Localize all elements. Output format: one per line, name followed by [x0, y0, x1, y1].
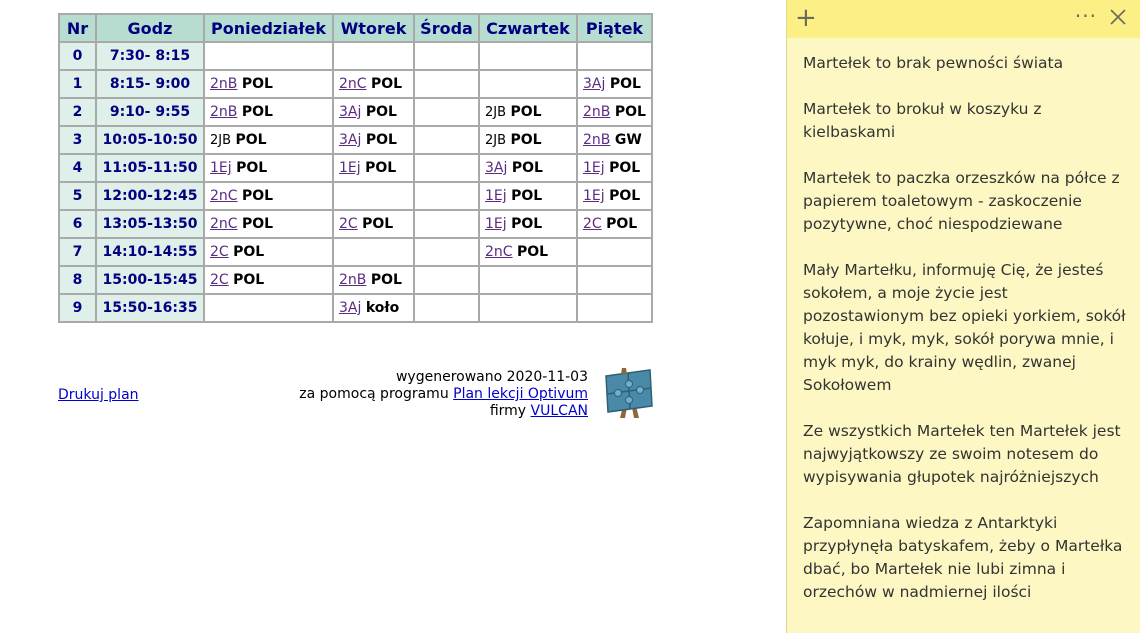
lesson-time: 10:05-10:50 — [96, 126, 204, 154]
lesson-cell-wednesday — [414, 154, 479, 182]
timetable — [58, 13, 653, 323]
lesson-cell-friday — [577, 126, 652, 154]
table-row — [59, 266, 652, 294]
lesson-cell-wednesday — [414, 126, 479, 154]
close-icon[interactable] — [1109, 8, 1127, 26]
subject-label: POL — [241, 104, 273, 120]
table-row — [59, 42, 652, 70]
lesson-cell-friday — [577, 182, 652, 210]
table-row — [59, 294, 652, 322]
class-link[interactable]: 1Ej — [210, 160, 232, 176]
lesson-cell-friday — [577, 294, 652, 322]
subject-label: POL — [370, 272, 402, 288]
class-link[interactable]: 1Ej — [485, 216, 507, 232]
subject-label: POL — [362, 216, 394, 232]
company-link[interactable]: VULCAN — [530, 403, 588, 419]
new-note-plus-icon[interactable]: + — [795, 3, 817, 33]
lesson-cell-friday — [577, 154, 652, 182]
lesson-cell-thursday — [479, 42, 577, 70]
lesson-number: 4 — [59, 154, 96, 182]
class-link[interactable]: 2C — [210, 272, 229, 288]
class-link[interactable]: 2nB — [583, 104, 611, 120]
header-godz: Godz — [96, 14, 204, 42]
lesson-cell-tuesday — [333, 294, 414, 322]
lesson-cell-thursday — [479, 210, 577, 238]
class-link[interactable]: 1Ej — [339, 160, 361, 176]
header-thursday: Czwartek — [479, 14, 577, 42]
lesson-cell-wednesday — [414, 98, 479, 126]
table-row — [59, 70, 652, 98]
subject-label: POL — [365, 132, 397, 148]
print-plan-link[interactable]: Drukuj plan — [58, 387, 139, 403]
lesson-cell-thursday — [479, 126, 577, 154]
program-line — [299, 386, 588, 403]
lesson-cell-thursday — [479, 154, 577, 182]
table-row — [59, 182, 652, 210]
lesson-cell-monday — [204, 126, 333, 154]
lesson-cell-friday — [577, 42, 652, 70]
subject-label: POL — [606, 216, 638, 232]
class-link[interactable]: 2nC — [210, 188, 238, 204]
sticky-note-header[interactable] — [787, 0, 1140, 38]
lesson-cell-wednesday — [414, 294, 479, 322]
class-link[interactable]: 3Aj — [339, 132, 362, 148]
lesson-cell-monday — [204, 294, 333, 322]
lesson-number: 7 — [59, 238, 96, 266]
class-link[interactable]: 3Aj — [485, 160, 508, 176]
lesson-cell-friday — [577, 98, 652, 126]
timetable-body — [59, 42, 652, 322]
more-options-icon[interactable]: ··· — [1074, 4, 1097, 28]
class-link[interactable]: 2nC — [485, 244, 513, 260]
sticky-note[interactable] — [786, 0, 1140, 633]
lesson-time: 13:05-13:50 — [96, 210, 204, 238]
lesson-cell-wednesday — [414, 182, 479, 210]
note-paragraph: Zapomniana wiedza z Antarktyki przypłynęła batyskafem, żeby o Martełka dbać, bo Martełek nie lubi zimna i orzechów w nadmiernej ilości — [803, 514, 1123, 601]
subject-label: POL — [511, 160, 543, 176]
lesson-cell-thursday — [479, 238, 577, 266]
lesson-cell-tuesday — [333, 182, 414, 210]
lesson-cell-wednesday — [414, 42, 479, 70]
lesson-cell-thursday — [479, 70, 577, 98]
lesson-number: 0 — [59, 42, 96, 70]
class-link[interactable]: 2C — [583, 216, 602, 232]
lesson-cell-monday — [204, 182, 333, 210]
lesson-cell-tuesday — [333, 154, 414, 182]
note-paragraph: Mały Martełku, informuję Cię, że jesteś sokołem, a moje życie jest pozostawionym bez opieki yorkiem, sokół kołuje, i myk, myk, sokół porywa mnie, i myk myk, do krainy wędlin, zwanej Sokołowem — [803, 261, 1126, 394]
lesson-cell-friday — [577, 210, 652, 238]
subject-label: POL — [609, 188, 641, 204]
lesson-time: 15:00-15:45 — [96, 266, 204, 294]
table-row — [59, 154, 652, 182]
subject-label: POL — [510, 104, 542, 120]
subject-label: POL — [241, 76, 273, 92]
subject-label: POL — [609, 76, 641, 92]
lesson-cell-tuesday — [333, 70, 414, 98]
lesson-time: 7:30- 8:15 — [96, 42, 204, 70]
subject-label: POL — [233, 244, 265, 260]
table-row — [59, 98, 652, 126]
lesson-number: 8 — [59, 266, 96, 294]
lesson-cell-monday — [204, 210, 333, 238]
lesson-cell-thursday — [479, 294, 577, 322]
lesson-cell-wednesday — [414, 238, 479, 266]
class-link[interactable]: 2C — [339, 216, 358, 232]
class-label: 2JB — [210, 133, 232, 148]
lesson-cell-monday — [204, 238, 333, 266]
lesson-cell-tuesday — [333, 126, 414, 154]
lesson-cell-tuesday — [333, 210, 414, 238]
lesson-cell-wednesday — [414, 266, 479, 294]
lesson-number: 6 — [59, 210, 96, 238]
optivum-puzzle-logo-icon — [600, 366, 654, 422]
lesson-cell-thursday — [479, 98, 577, 126]
lesson-number: 2 — [59, 98, 96, 126]
lesson-time: 12:00-12:45 — [96, 182, 204, 210]
subject-label: POL — [614, 104, 646, 120]
lesson-cell-monday — [204, 154, 333, 182]
generated-date: wygenerowano 2020-11-03 — [395, 369, 588, 385]
lesson-cell-tuesday — [333, 238, 414, 266]
class-link[interactable]: 1Ej — [485, 188, 507, 204]
table-row — [59, 126, 652, 154]
lesson-cell-friday — [577, 70, 652, 98]
lesson-cell-thursday — [479, 266, 577, 294]
lesson-cell-monday — [204, 70, 333, 98]
subject-label: GW — [614, 132, 642, 148]
note-paragraph: Ze wszystkich Martełek ten Martełek jest najwyjątkowszy ze swoim notesem do wypisywania głupotek najróżniejszych — [803, 422, 1121, 486]
class-link[interactable]: 3Aj — [339, 300, 362, 316]
subject-label: POL — [235, 132, 267, 148]
class-link[interactable]: 2nC — [339, 76, 367, 92]
class-link[interactable]: 2nB — [210, 76, 238, 92]
class-link[interactable]: 2nC — [210, 216, 238, 232]
sticky-note-body[interactable] — [787, 38, 1140, 604]
class-label: 2JB — [485, 105, 507, 120]
timetable-header-row — [59, 14, 652, 42]
class-link[interactable]: 3Aj — [583, 76, 606, 92]
lesson-time: 14:10-14:55 — [96, 238, 204, 266]
subject-label: POL — [371, 76, 403, 92]
lesson-cell-wednesday — [414, 70, 479, 98]
lesson-time: 8:15- 9:00 — [96, 70, 204, 98]
subject-label: POL — [510, 132, 542, 148]
header-friday: Piątek — [577, 14, 652, 42]
subject-label: POL — [365, 160, 397, 176]
class-link[interactable]: 2nB — [583, 132, 611, 148]
lesson-cell-monday — [204, 98, 333, 126]
subject-label: POL — [511, 188, 543, 204]
class-link[interactable]: 3Aj — [339, 104, 362, 120]
header-tuesday: Wtorek — [333, 14, 414, 42]
class-link[interactable]: 2nB — [210, 104, 238, 120]
class-link[interactable]: 1Ej — [583, 188, 605, 204]
class-label: 2JB — [485, 133, 507, 148]
lesson-cell-monday — [204, 42, 333, 70]
lesson-cell-friday — [577, 266, 652, 294]
lesson-time: 11:05-11:50 — [96, 154, 204, 182]
lesson-number: 5 — [59, 182, 96, 210]
lesson-cell-monday — [204, 266, 333, 294]
program-link[interactable]: Plan lekcji Optivum — [453, 386, 588, 402]
header-monday: Poniedziałek — [204, 14, 333, 42]
lesson-cell-tuesday — [333, 42, 414, 70]
subject-label: POL — [365, 104, 397, 120]
table-row — [59, 210, 652, 238]
note-paragraph: Martełek to brokuł w koszyku z kielbaskami — [803, 100, 1042, 141]
subject-label: POL — [609, 160, 641, 176]
class-link[interactable]: 1Ej — [583, 160, 605, 176]
subject-label: POL — [242, 216, 274, 232]
table-row — [59, 238, 652, 266]
lesson-cell-tuesday — [333, 266, 414, 294]
generation-info — [299, 369, 588, 420]
class-link[interactable]: 2C — [210, 244, 229, 260]
lesson-time: 15:50-16:35 — [96, 294, 204, 322]
class-link[interactable]: 2nB — [339, 272, 367, 288]
header-nr: Nr — [59, 14, 96, 42]
subject-label: POL — [236, 160, 268, 176]
lesson-cell-wednesday — [414, 210, 479, 238]
lesson-number: 9 — [59, 294, 96, 322]
lesson-cell-friday — [577, 238, 652, 266]
note-paragraph: Martełek to paczka orzeszków na półce z papierem toaletowym - zaskoczenie pozytywne, choć niespodziewane — [803, 169, 1120, 233]
subject-label: POL — [511, 216, 543, 232]
note-paragraph: Martełek to brak pewności świata — [803, 54, 1064, 72]
lesson-cell-thursday — [479, 182, 577, 210]
subject-label: POL — [517, 244, 549, 260]
lesson-cell-tuesday — [333, 98, 414, 126]
subject-label: koło — [365, 300, 400, 316]
lesson-number: 1 — [59, 70, 96, 98]
lesson-time: 9:10- 9:55 — [96, 98, 204, 126]
company-line — [299, 403, 588, 420]
header-wednesday: Środa — [414, 14, 479, 42]
subject-label: POL — [242, 188, 274, 204]
company-prefix: firmy — [489, 403, 531, 419]
program-prefix: za pomocą programu — [299, 386, 454, 402]
subject-label: POL — [233, 272, 265, 288]
lesson-number: 3 — [59, 126, 96, 154]
